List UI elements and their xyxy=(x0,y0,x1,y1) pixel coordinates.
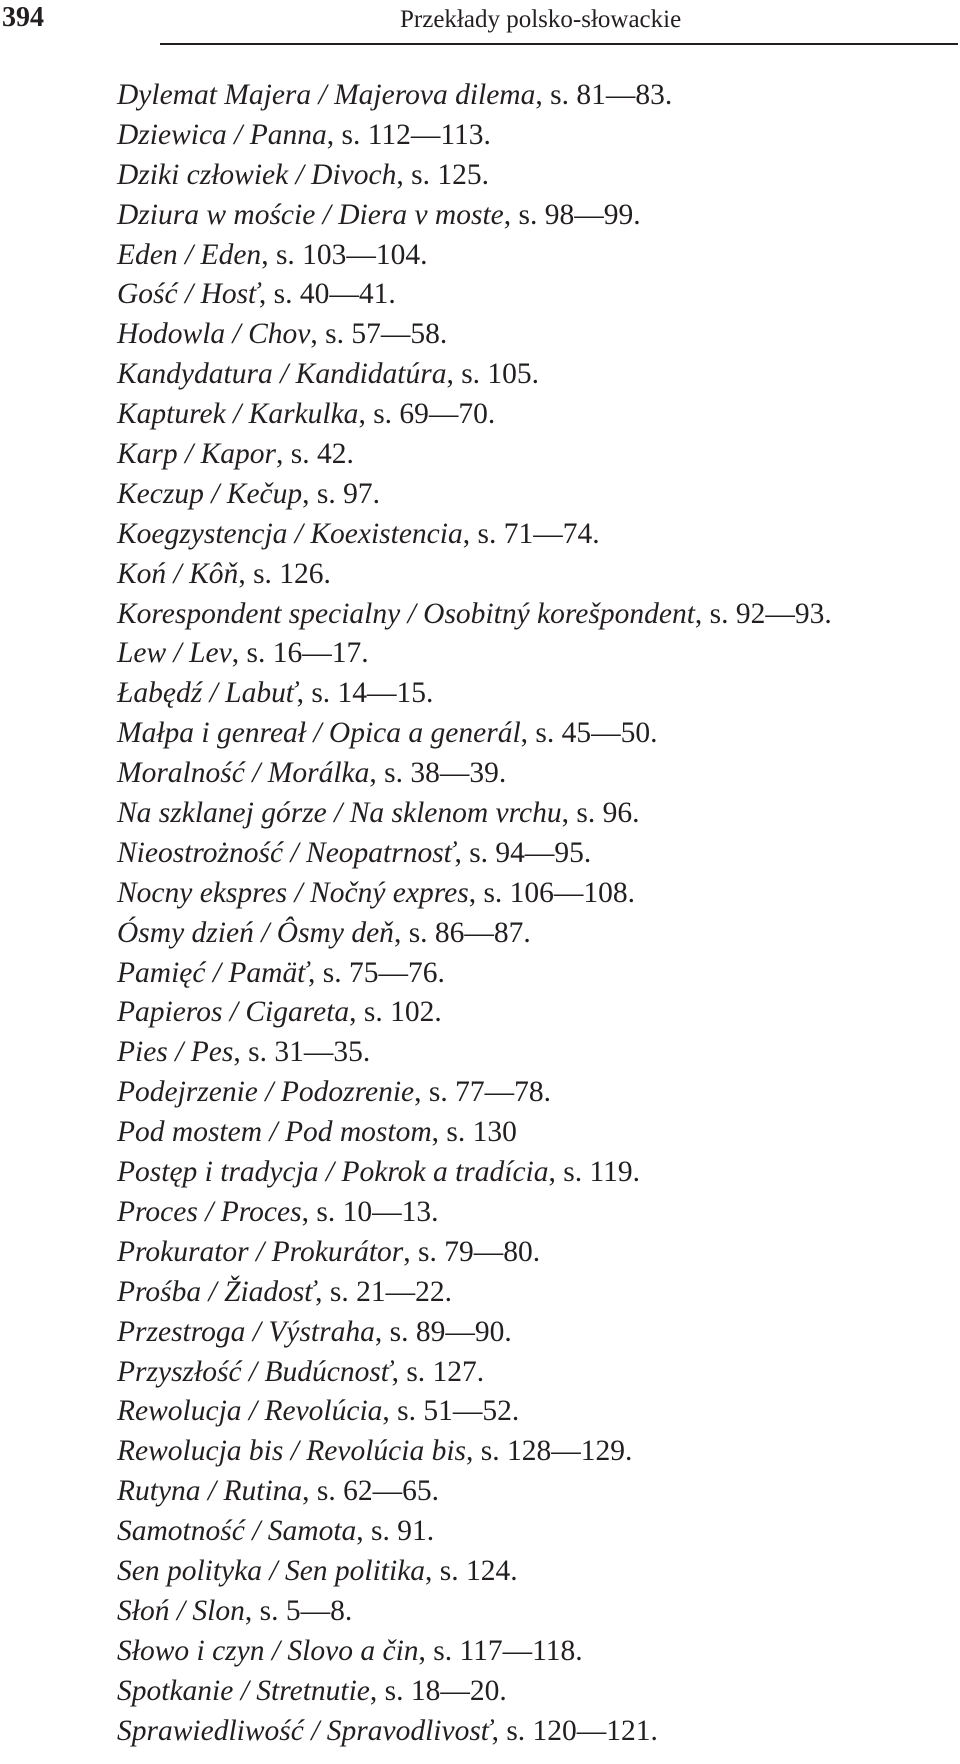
entry-title: Dziewica / Panna xyxy=(117,118,327,151)
list-item xyxy=(117,1512,832,1552)
entry-title: Prokurator / Prokurátor xyxy=(117,1235,404,1268)
entry-title: Postęp i tradycja / Pokrok a tradícia xyxy=(117,1156,549,1189)
entry-title: Korespondent specialny / Osobitný korešpondent xyxy=(117,597,695,630)
entry-pages: , s. 117—118. xyxy=(418,1634,583,1667)
list-item xyxy=(117,1432,832,1472)
entry-title: Małpa i genreał / Opica a generál xyxy=(117,717,521,750)
list-item xyxy=(117,954,832,994)
list-item xyxy=(117,1592,832,1632)
entry-pages: , s. 105. xyxy=(446,358,540,391)
list-item xyxy=(117,1712,832,1752)
entry-title: Karp / Kapor xyxy=(117,438,277,471)
list-item xyxy=(117,993,832,1033)
entry-pages: , s. 51—52. xyxy=(382,1395,520,1428)
list-item xyxy=(117,76,832,116)
index-list xyxy=(117,76,832,1751)
list-item xyxy=(117,1113,832,1153)
list-item xyxy=(117,555,832,595)
list-item xyxy=(117,794,832,834)
entry-title: Koń / Kôň xyxy=(117,557,239,590)
entry-title: Gość / Hosť xyxy=(117,278,259,311)
entry-title: Łabędź / Labuť xyxy=(117,677,297,710)
entry-pages: , s. 120—121. xyxy=(491,1714,658,1747)
list-item xyxy=(117,1153,832,1193)
entry-pages: , s. 5—8. xyxy=(244,1594,353,1627)
entry-pages: , s. 79—80. xyxy=(403,1235,541,1268)
list-item xyxy=(117,196,832,236)
entry-pages: , s. 106—108. xyxy=(468,876,636,909)
list-item xyxy=(117,1233,832,1273)
entry-title: Samotność / Samota xyxy=(117,1515,357,1548)
list-item xyxy=(117,595,832,635)
entry-title: Nieostrożność / Neopatrnosť xyxy=(117,836,455,869)
running-title: Przekłady polsko-słowackie xyxy=(400,6,682,33)
entry-title: Rewolucja bis / Revolúcia bis xyxy=(117,1435,467,1468)
entry-pages: , s. 31—35. xyxy=(233,1036,371,1069)
entry-title: Dylemat Majera / Majerova dilema xyxy=(117,79,536,111)
entry-title: Keczup / Kečup xyxy=(117,477,303,510)
entry-title: Sprawiedliwość / Spravodlivosť xyxy=(117,1714,492,1747)
list-item xyxy=(117,754,832,794)
list-item xyxy=(117,156,832,196)
entry-pages: , s. 16—17. xyxy=(231,637,369,670)
list-item xyxy=(117,1073,832,1113)
entry-title: Słoń / Slon xyxy=(117,1594,245,1627)
entry-pages: , s. 45—50. xyxy=(520,717,658,750)
entry-pages: , s. 21—22. xyxy=(315,1275,453,1308)
list-item xyxy=(117,355,832,395)
entry-pages: , s. 18—20. xyxy=(369,1674,507,1707)
entry-pages: , s. 81—83. xyxy=(535,79,673,111)
entry-pages: , s. 57—58. xyxy=(310,318,448,351)
entry-title: Eden / Eden xyxy=(117,238,262,271)
entry-pages: , s. 62—65. xyxy=(302,1475,440,1508)
list-item xyxy=(117,1472,832,1512)
entry-pages: , s. 128—129. xyxy=(466,1435,633,1468)
list-item xyxy=(117,1273,832,1313)
entry-pages: , s. 112—113. xyxy=(326,118,491,151)
entry-title: Spotkanie / Stretnutie xyxy=(117,1674,370,1707)
list-item xyxy=(117,1353,832,1393)
entry-title: Rewolucja / Revolúcia xyxy=(117,1395,383,1428)
list-item xyxy=(117,874,832,914)
list-item xyxy=(117,515,832,555)
entry-pages: , s. 94—95. xyxy=(454,836,592,869)
list-item xyxy=(117,1552,832,1592)
entry-pages: , s. 77—78. xyxy=(414,1076,551,1109)
entry-title: Ósmy dzień / Ôsmy deň xyxy=(117,916,394,949)
entry-title: Pod mostem / Pod mostom xyxy=(117,1116,432,1149)
entry-title: Kapturek / Karkulka xyxy=(117,398,359,431)
list-item xyxy=(117,1193,832,1233)
entry-pages: , s. 124. xyxy=(425,1554,518,1587)
entry-title: Przyszłość / Budúcnosť xyxy=(117,1355,392,1388)
page-number: 394 xyxy=(2,2,44,33)
entry-pages: , s. 92—93. xyxy=(694,597,832,630)
list-item xyxy=(117,116,832,156)
entry-title: Kandydatura / Kandidatúra xyxy=(117,358,447,391)
entry-pages: , s. 14—15. xyxy=(296,677,434,710)
page-header xyxy=(0,0,960,46)
entry-pages: , s. 119. xyxy=(548,1156,641,1189)
entry-pages: , s. 103—104. xyxy=(261,238,428,271)
list-item xyxy=(117,834,832,874)
entry-pages: , s. 98—99. xyxy=(503,198,641,231)
entry-title: Koegzystencja / Koexistencia xyxy=(117,517,463,550)
entry-title: Dziura w moście / Diera v moste xyxy=(117,198,504,231)
list-item xyxy=(117,1672,832,1712)
list-item xyxy=(117,275,832,315)
list-item xyxy=(117,914,832,954)
list-item xyxy=(117,435,832,475)
entry-title: Pamięć / Pamäť xyxy=(117,956,308,989)
list-item xyxy=(117,395,832,435)
entry-pages: , s. 10—13. xyxy=(301,1195,439,1228)
entry-pages: , s. 89—90. xyxy=(374,1315,512,1348)
entry-pages: , s. 96. xyxy=(561,797,640,830)
entry-title: Moralność / Morálka xyxy=(117,757,370,790)
entry-pages: , s. 42. xyxy=(276,438,354,471)
entry-title: Słowo i czyn / Slovo a čin xyxy=(117,1634,419,1667)
entry-title: Papieros / Cigareta xyxy=(117,996,350,1029)
list-item xyxy=(117,674,832,714)
entry-title: Na szklanej górze / Na sklenom vrchu xyxy=(117,797,562,830)
list-item xyxy=(117,634,832,674)
entry-pages: , s. 102. xyxy=(349,996,442,1029)
entry-pages: , s. 71—74. xyxy=(462,517,600,550)
list-item xyxy=(117,1033,832,1073)
list-item xyxy=(117,236,832,276)
entry-title: Nocny ekspres / Nočný expres xyxy=(117,876,469,909)
entry-title: Lew / Lev xyxy=(117,637,232,670)
entry-pages: , s. 127. xyxy=(391,1355,485,1388)
entry-pages: , s. 40—41. xyxy=(258,278,396,311)
entry-title: Hodowla / Chov xyxy=(117,318,311,351)
list-item xyxy=(117,1392,832,1432)
entry-pages: , s. 86—87. xyxy=(393,916,531,949)
entry-pages: , s. 130 xyxy=(431,1116,517,1149)
list-item xyxy=(117,315,832,355)
header-rule xyxy=(160,43,958,45)
entry-title: Dziki człowiek / Divoch xyxy=(117,158,397,191)
entry-title: Pies / Pes xyxy=(117,1036,234,1069)
entry-pages: , s. 91. xyxy=(356,1515,435,1548)
entry-pages: , s. 75—76. xyxy=(307,956,445,989)
entry-pages: , s. 97. xyxy=(302,477,381,510)
entry-pages: , s. 69—70. xyxy=(358,398,496,431)
list-item xyxy=(117,1632,832,1672)
list-item xyxy=(117,714,832,754)
entry-title: Przestroga / Výstraha xyxy=(117,1315,375,1348)
list-item xyxy=(117,475,832,515)
entry-pages: , s. 126. xyxy=(238,557,331,590)
entry-pages: , s. 125. xyxy=(396,158,489,191)
entry-pages: , s. 38—39. xyxy=(369,757,507,790)
entry-title: Rutyna / Rutina xyxy=(117,1475,303,1508)
entry-title: Prośba / Žiadosť xyxy=(117,1275,316,1308)
entry-title: Proces / Proces xyxy=(117,1195,302,1228)
list-item xyxy=(117,1313,832,1353)
entry-title: Sen polityka / Sen politika xyxy=(117,1554,426,1587)
entry-title: Podejrzenie / Podozrenie xyxy=(117,1076,415,1109)
